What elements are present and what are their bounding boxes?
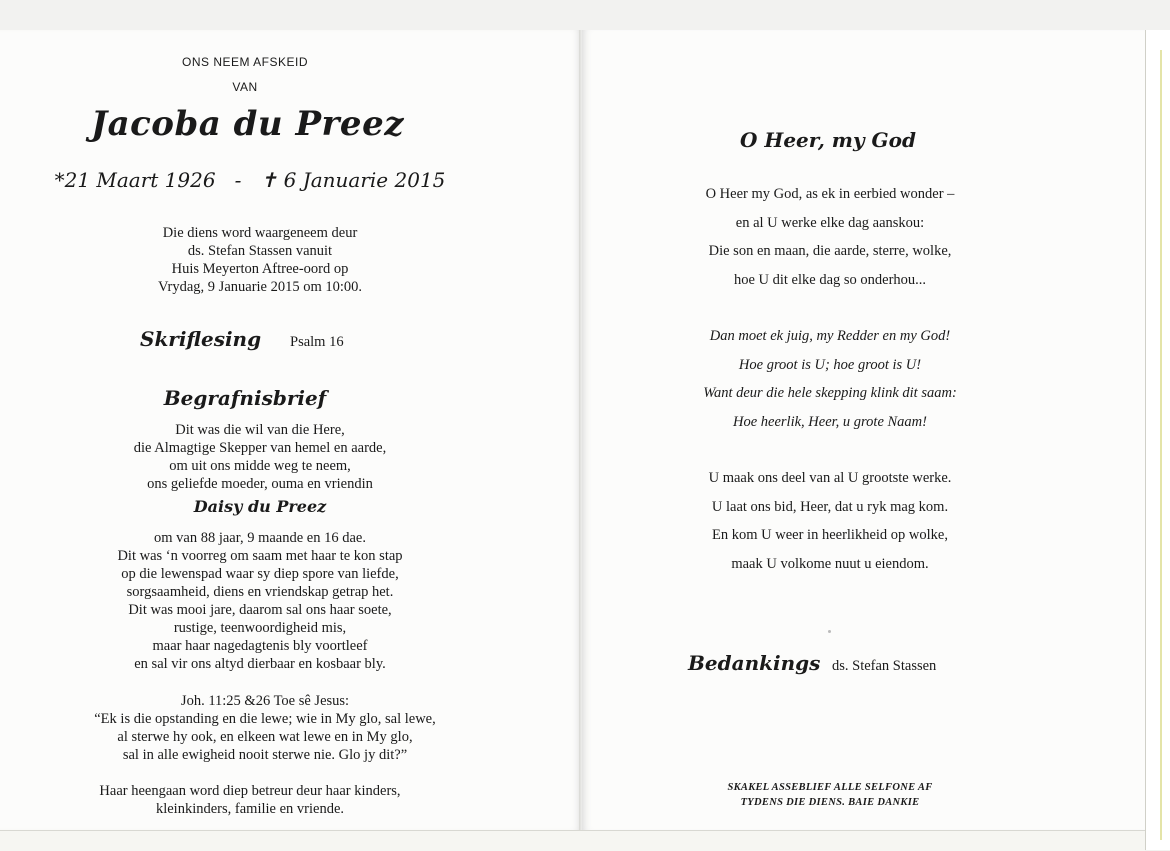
verse-line: en al U werke elke dag aanskou:	[735, 214, 925, 231]
closing-text	[40, 782, 460, 818]
verse-line: En kom U weer in heerlikheid op wolke,	[712, 527, 948, 543]
closing-line: kleinkinders, familie en vriende.	[155, 801, 345, 817]
life-dates	[50, 168, 450, 192]
chorus-line: Want deur die hele skepping klink dit saam:	[703, 385, 957, 401]
scripture-line: Joh. 11:25 &26 Toe sê Jesus:	[180, 693, 350, 709]
service-line: ds. Stefan Stassen vanuit	[187, 243, 333, 259]
paper-speck	[828, 630, 831, 633]
burial-line: Dit was die wil van die Here,	[175, 422, 345, 438]
verse-line: Die son en maan, die aarde, sterre, wolke,	[708, 243, 952, 259]
thanks-heading: Bedankings	[688, 651, 821, 675]
service-line: Vrydag, 9 Januarie 2015 om 10:00.	[157, 279, 363, 295]
deceased-name: Jacoba du Preez	[90, 104, 405, 144]
hymn-title: O Heer, my God	[740, 128, 916, 152]
phone-notice	[680, 780, 980, 810]
service-info	[95, 224, 425, 296]
death-date: 6 Januarie 2015	[283, 168, 446, 192]
chorus-line: Dan moet ek juig, my Redder en my God!	[709, 328, 951, 344]
paper-edge	[1145, 30, 1170, 850]
subject-name: Daisy du Preez	[193, 497, 327, 516]
tribute-line: maar haar nagedagtenis bly voortleef	[152, 638, 368, 654]
burial-heading: Begrafnisbrief	[163, 386, 327, 410]
service-line: Die diens word waargeneem deur	[162, 225, 358, 241]
verse-line: maak U volkome nuut u eiendom.	[731, 555, 929, 572]
hymn-verse-1	[650, 180, 1010, 294]
tribute-line: sorgsaamheid, diens en vriendskap getrap het.	[126, 584, 394, 600]
header-farewell: ONS NEEM AFSKEID	[181, 55, 309, 69]
burial-line: ons geliefde moeder, ouma en vriendin	[147, 476, 373, 492]
burial-line: die Almagtige Skepper van hemel en aarde,	[133, 440, 387, 456]
chorus-line: Hoe heerlik, Heer, u grote Naam!	[733, 413, 927, 430]
tribute-text	[50, 529, 470, 673]
hymn-chorus	[650, 322, 1010, 436]
chorus-line: Hoe groot is U; hoe groot is U!	[738, 356, 922, 373]
notice-line: SKAKEL ASSEBLIEF ALLE SELFONE AF	[727, 782, 933, 793]
reading-reference: Psalm 16	[290, 334, 344, 350]
service-line: Huis Meyerton Aftree-oord op	[171, 261, 349, 277]
scripture-line: sal in alle ewigheid nooit sterwe nie. Glo jy dit?”	[122, 747, 408, 763]
reading-heading: Skriflesing	[140, 327, 262, 351]
scripture-quote	[50, 692, 480, 764]
date-separator: -	[234, 168, 242, 192]
thanks-name: ds. Stefan Stassen	[832, 658, 937, 674]
header-of: VAN	[232, 80, 258, 94]
hymn-verse-2	[650, 464, 1010, 578]
scripture-line: al sterwe hy ook, en elkeen wat lewe en in My glo,	[117, 729, 413, 745]
closing-line: Haar heengaan word diep betreur deur haar kinders,	[99, 783, 401, 799]
notice-line: TYDENS DIE DIENS. BAIE DANKIE	[740, 797, 920, 808]
tribute-line: Dit was ‘n voorreg om saam met haar te kon stap	[117, 548, 403, 564]
scripture-line: “Ek is die opstanding en die lewe; wie in My glo, sal lewe,	[94, 711, 436, 727]
burial-text	[60, 421, 460, 493]
verse-line: U maak ons deel van al U grootste werke.	[708, 470, 952, 486]
tribute-line: om van 88 jaar, 9 maande en 16 dae.	[153, 530, 366, 546]
verse-line: U laat ons bid, Heer, dat u ryk mag kom.	[711, 498, 949, 515]
tribute-line: Dit was mooi jare, daarom sal ons haar soete,	[128, 602, 392, 618]
verse-line: O Heer my God, as ek in eerbied wonder –	[705, 186, 955, 202]
verse-line: hoe U dit elke dag so onderhou...	[733, 271, 927, 288]
birth-star-icon: *	[54, 168, 65, 192]
burial-line: om uit ons midde weg te neem,	[169, 458, 351, 474]
tribute-line: en sal vir ons altyd dierbaar en kosbaar bly.	[134, 656, 386, 672]
paper-edge-highlight	[1160, 50, 1162, 840]
tribute-line: op die lewenspad waar sy diep spore van liefde,	[121, 566, 399, 582]
death-cross-icon: ✝	[260, 168, 278, 192]
tribute-line: rustige, teenwoordigheid mis,	[173, 620, 347, 636]
page-fold	[579, 30, 582, 830]
paper-bottom-edge	[0, 830, 1145, 851]
birth-date: 21 Maart 1926	[64, 168, 216, 192]
